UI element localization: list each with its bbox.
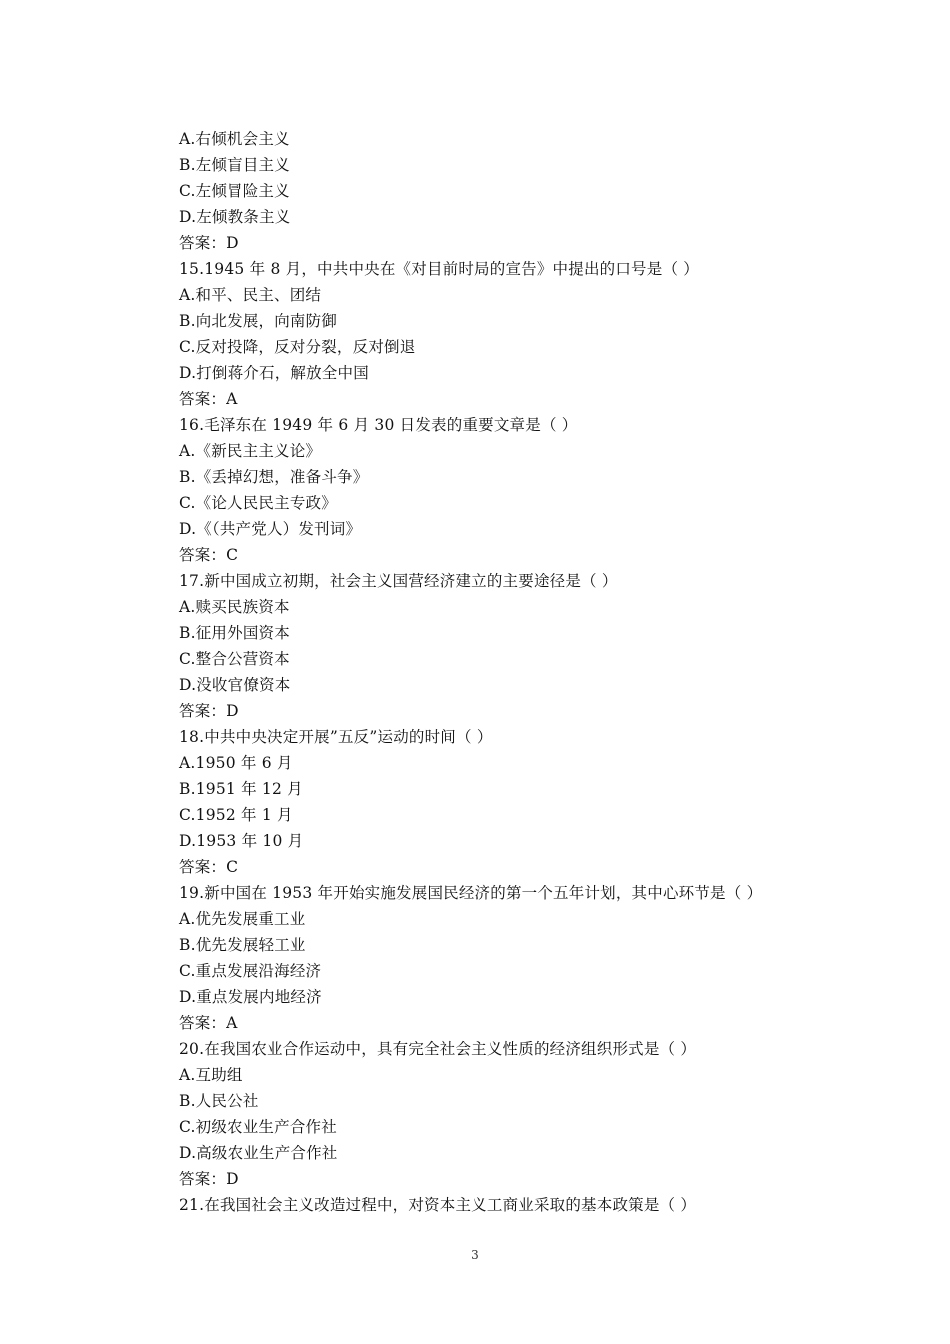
option-line: A.赎买民族资本: [179, 598, 290, 616]
answer-line: 答案：A: [179, 390, 238, 408]
option-line: C.1952 年 1 月: [179, 806, 293, 824]
question-line: 15.1945 年 8 月，中共中央在《对目前时局的宣告》中提出的口号是（ ）: [179, 260, 699, 278]
option-line: B.征用外国资本: [179, 624, 290, 642]
option-line: C.反对投降，反对分裂，反对倒退: [179, 338, 416, 356]
option-line: A.《新民主主义论》: [179, 442, 322, 460]
option-line: B.1951 年 12 月: [179, 780, 303, 798]
question-list: [179, 126, 762, 1218]
option-line: D.左倾教条主义: [179, 208, 291, 226]
answer-line: 答案：C: [179, 858, 239, 876]
question-line: 18.中共中央决定开展”五反”运动的时间（ ）: [179, 728, 493, 746]
option-line: A.和平、民主、团结: [179, 286, 322, 304]
option-line: B.优先发展轻工业: [179, 936, 306, 954]
option-line: D.高级农业生产合作社: [179, 1144, 338, 1162]
option-line: D.没收官僚资本: [179, 676, 291, 694]
option-line: B.《丢掉幻想，准备斗争》: [179, 468, 369, 486]
option-line: B.人民公社: [179, 1092, 259, 1110]
option-line: C.左倾冒险主义: [179, 182, 290, 200]
option-line: C.重点发展沿海经济: [179, 962, 322, 980]
option-line: D.1953 年 10 月: [179, 832, 304, 850]
page-number: 3: [471, 1248, 479, 1262]
option-line: C.《论人民民主专政》: [179, 494, 337, 512]
option-line: C.初级农业生产合作社: [179, 1118, 337, 1136]
option-line: C.整合公营资本: [179, 650, 290, 668]
answer-line: 答案：C: [179, 546, 239, 564]
option-line: D.打倒蒋介石，解放全中国: [179, 364, 369, 382]
answer-line: 答案：A: [179, 1014, 238, 1032]
option-line: B.向北发展，向南防御: [179, 312, 338, 330]
option-line: B.左倾盲目主义: [179, 156, 290, 174]
answer-line: 答案：D: [179, 702, 239, 720]
question-line: 20.在我国农业合作运动中，具有完全社会主义性质的经济组织形式是（ ）: [179, 1040, 697, 1058]
question-line: 21.在我国社会主义改造过程中，对资本主义工商业采取的基本政策是（ ）: [179, 1196, 697, 1214]
option-line: A.右倾机会主义: [179, 130, 290, 148]
option-line: D.《（共产党人）发刊词》: [179, 520, 362, 538]
answer-line: 答案：D: [179, 234, 239, 252]
question-line: 17.新中国成立初期，社会主义国营经济建立的主要途径是（ ）: [179, 572, 618, 590]
question-line: 19.新中国在 1953 年开始实施发展国民经济的第一个五年计划，其中心环节是（ ）: [179, 884, 763, 902]
option-line: A.1950 年 6 月: [179, 754, 293, 772]
option-line: A.优先发展重工业: [179, 910, 306, 928]
option-line: D.重点发展内地经济: [179, 988, 322, 1006]
option-line: A.互助组: [179, 1066, 243, 1084]
answer-line: 答案：D: [179, 1170, 239, 1188]
question-line: 16.毛泽东在 1949 年 6 月 30 日发表的重要文章是（ ）: [179, 416, 578, 434]
